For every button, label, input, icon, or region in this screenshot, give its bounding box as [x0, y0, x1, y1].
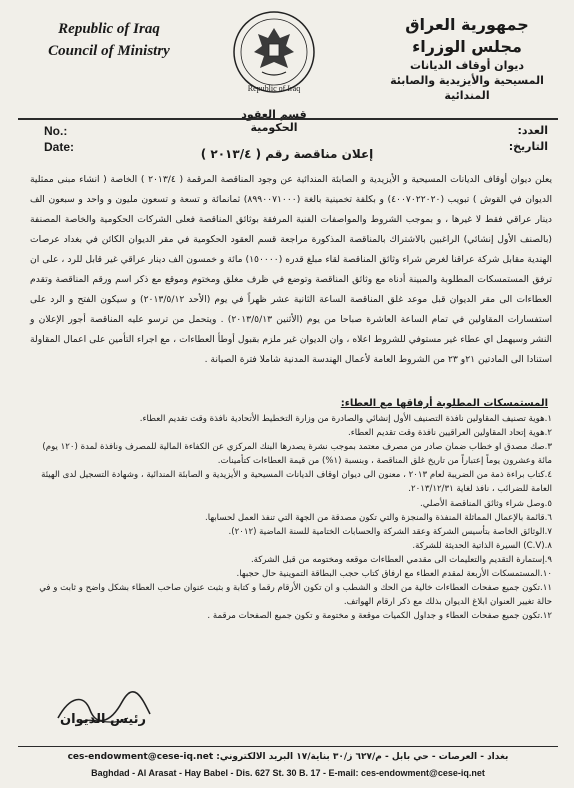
- list-item: ٧.الوثائق الخاصة بتأسيس الشركة وعقد الشركة والحسابات الختامية للسنة الماضية (٢٠١٢).: [228, 526, 552, 537]
- footer-address-ar: بغداد - العرصات - حي بابل - م/٦٢٧ ز/٣٠ بناية/١٧ البريد الالكتروني: ces-endowment@cese-iq.net: [67, 752, 509, 762]
- list-item: ٤.كتاب براءة ذمة من الضريبة لعام ٢٠١٣ ، معنون الى ديوان اوقاف الديانات المسيحية و الأيزيدية و الصابئة المندائية ، وشهادة التسجيل لدى الهيئة العامة للضرائب ، نافذ لغاية ٢٠١٣/١٢/٣١.: [41, 470, 552, 495]
- header-ar-country: جمهورية العراق: [405, 15, 529, 34]
- list-item: ٦.قائمة بالإعمال المماثلة المنفذة والمنجزة والتي تكون مصدقة من الجهة التي تنفذ العمل لحسابها.: [204, 512, 552, 523]
- list-item: ٨.(C.V) السيرة الذاتية الحديثة للشركة.: [412, 540, 552, 551]
- requirements-title: المستمسكات المطلوبة أرفاقها مع العطاء:: [340, 398, 548, 409]
- tender-title: إعلان مناقصة رقم ( ٢٠١٣/٤ ): [200, 147, 374, 161]
- section-label: قسم العقود الحكومية: [241, 108, 307, 134]
- iraq-seal-emblem: [232, 10, 316, 94]
- list-item: ٥.وصل شراء وثائق المناقصة الأصلي.: [419, 498, 552, 509]
- header-ar-diwan: ديوان أوقاف الديانات: [409, 59, 525, 72]
- list-item: ٢.هوية إتحاد المقاولين العراقيين نافذة وقت تقديم العطاء.: [348, 428, 552, 439]
- header-divider: [18, 118, 558, 120]
- footer-divider: [18, 746, 558, 747]
- list-item: ١٢.تكون جميع صفحات العطاء و جداول الكميات موقعة و مختومة و تكون جميع الصفحات مرقمة .: [207, 611, 552, 622]
- list-item: ٩.إستمارة التقديم والتعليمات الى مقدمي العطاءات موقعه ومختومه من قبل الشركة.: [250, 554, 552, 565]
- announcement-body: يعلن ديوان أوقاف الديانات المسيحية و الأيزيدية و الصابئة المندائية عن وجود المناقصة المرقمة ( ٢٠١٣/٤ ) الخاصة ( انشاء مبنى ممثلية الديوان في القوش ) تبويب (٤٠٠٧٠٢٢٠٢٠) و بكلفة تخمينية بالغة (٨٩٩٠٠٧١٠٠٠) ثمانمائة و تسعة و تسعون مليون و واحد و سبعون الف دينار عراقي فقط لا غيرها ، و بموجب الشروط والمواصفات الفنية المرفقة بوثائق المناقصة فعلى الشركات الحكومية والخاصة المصنفة (بالصنف الأول إنشائي) الراغبين بالاشتراك بالمناقصة المذكورة مراجعة قسم العقود الحكومية في مقر الديوان الكائن في بغداد عرصات الهندية مقابل شركة عراقنا لغرض شراء وثائق المناقصة لقاء مبلغ قدره (١٥٠٠٠٠) مائة و خمسون الف دينار عراقي غير قابل للرد ، على ان ترفق المستمسكات المطلوبة والمبينة أدناه مع وثائق المناقصة وتوضع في ظرف مغلق ومختوم وموقع مع ذكر اسم ورقم المناقصة وتقدم العطاءات الى مقر الديوان قبل موعد غلق المناقصة الساعة الثانية عشر ظهراً في يوم (الأحد ٢٠١٣/٥/١٢) و سيكون الفتح و الرد على استفسارات المقاولين في تمام الساعة العاشرة صباحا من يوم (الأثنين ٢٠١٣/٥/١٣) . ويتحمل من ترسو عليه المناقصة أجور الإعلان و النشر وسيهمل اي عطاء غير مستوفي للشروط اعلاه ، وان الديوان غير ملزم بقبول أوطأ العطاءات ، مع اجراء التأمين على اعمال المقاولة استنادا الى المادتين ٢١و ٢٣ من الشروط العامة لأعمال الهندسة المدنية شاملا فترة الصيانة .: [30, 174, 552, 365]
- list-item: ٣.صك مصدق او خطاب ضمان صادر من مصرف معتمد بموجب نشرة يصدرها البنك المركزي عن الكفاءة المالية للمصرف ونافذة لمدة (١٢٠ يوم) مائة وعشرون يوماً إعتباراً من تاريخ غلق المناقصة ، وبنسبة (١%) من قيمة العطاءات كتأمينات.: [42, 442, 552, 467]
- date-label: Date:: [44, 140, 75, 154]
- header-arabic: [382, 14, 552, 103]
- date-label-ar: التاريخ:: [508, 140, 548, 153]
- list-item: ١١.تكون جميع صفحات العطاءات خالية من الحك و الشطب و ان تكون الأرقام رقما و كتابة و بثبت عنوان صاحب العطاء بشكل واضح و ثابت و في حالة تغيير العنوان ابلاغ الديوان بذلك مع ذكر ارقام الهواتف.: [39, 583, 552, 608]
- footer-address-en: Baghdad - Al Arasat - Hay Babel - Dis. 627 St. 30 B. 17 - E-mail: ces-endowment@cese-iq.net: [91, 768, 485, 778]
- header-ar-council: مجلس الوزراء: [412, 37, 522, 56]
- header-ar-religions: المسيحية والأيزيدية والصابئة المندائية: [390, 74, 544, 102]
- seal-caption: Republic of Iraq: [247, 84, 301, 93]
- header-en-council: Council of Ministry: [48, 43, 170, 59]
- signatory-title: رئيس الديوان: [60, 712, 147, 727]
- header-english: [34, 18, 184, 62]
- list-item: ١.هوية تصنيف المقاولين نافذة التصنيف الأول إنشائي والصادرة من وزارة التخطيط الأتحادية نافذة وقت تقديم العطاء.: [139, 414, 552, 424]
- requirements-list: [30, 412, 552, 623]
- header-en-country: Republic of Iraq: [58, 21, 160, 37]
- list-item: ١٠.المستمسكات الأربعة لمقدم العطاء مع ارفاق كتاب حجب البطاقة التموينية حال حجبها.: [236, 569, 552, 580]
- number-label: No.:: [44, 124, 68, 138]
- number-label-ar: العدد:: [517, 124, 548, 137]
